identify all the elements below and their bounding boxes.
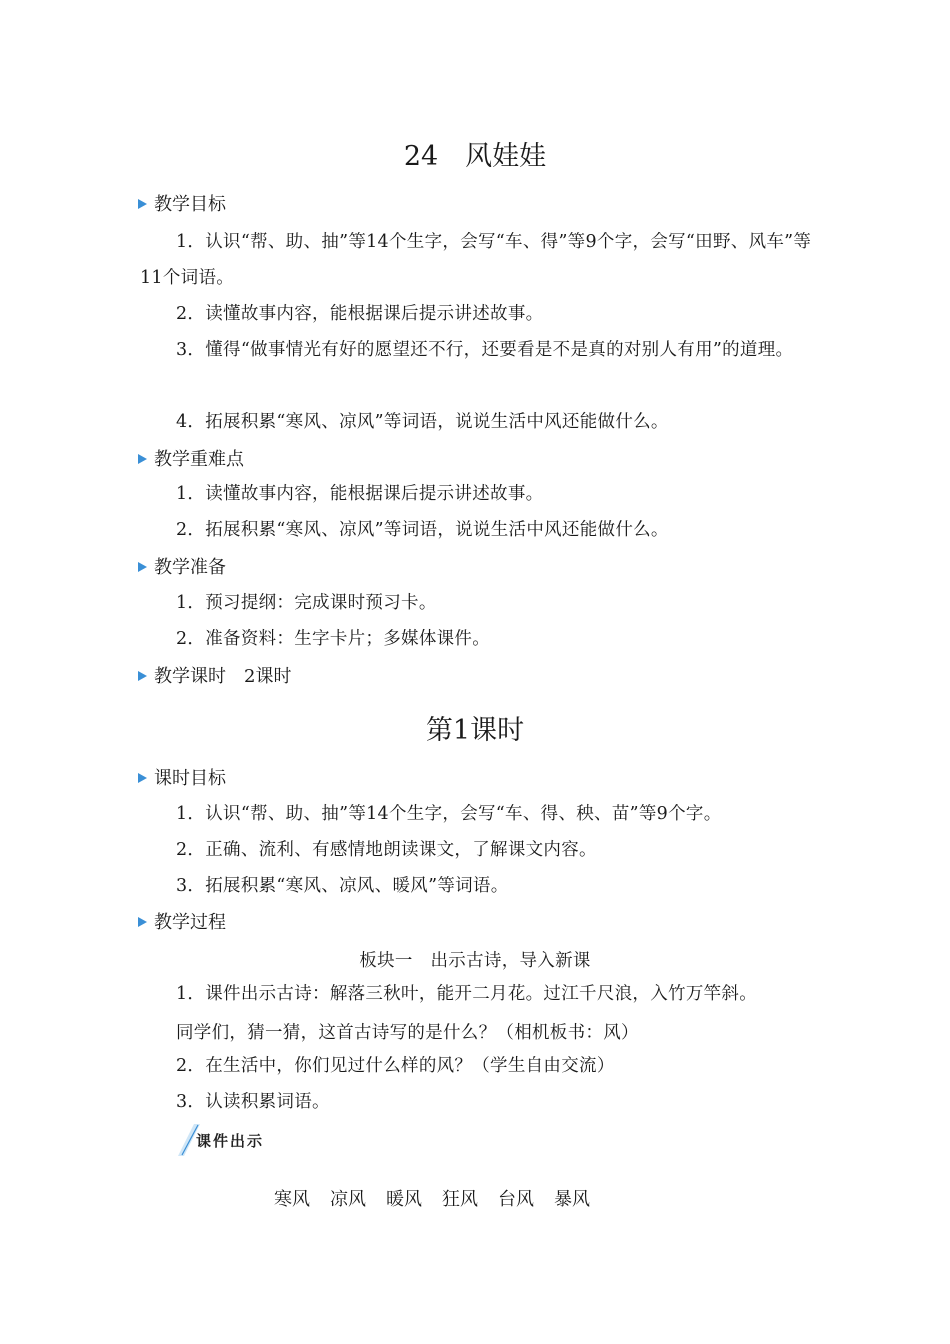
heading-label: 教学重难点 bbox=[154, 449, 244, 470]
prep-item-2: 2．准备资料：生字卡片；多媒体课件。 bbox=[176, 629, 491, 649]
lesson-goal-1: 1．认识“帮、助、抽”等14个生字，会写“车、得、秧、苗”等9个字。 bbox=[176, 804, 722, 824]
process-step-3: 3．认读积累词语。 bbox=[176, 1092, 330, 1112]
section-heading-hours bbox=[138, 662, 291, 688]
triangle-bullet-icon bbox=[138, 773, 147, 783]
section-heading-lesson-goals bbox=[138, 764, 226, 790]
section-heading-key-points bbox=[138, 445, 244, 471]
section-heading-goals bbox=[138, 190, 226, 216]
triangle-bullet-icon bbox=[138, 671, 147, 681]
heading-label: 教学过程 bbox=[154, 912, 226, 933]
word-list bbox=[274, 1185, 610, 1211]
word-item: 台风 bbox=[498, 1189, 534, 1210]
badge-label: 课件出示 bbox=[196, 1132, 265, 1150]
heading-label: 教学目标 bbox=[154, 194, 226, 215]
triangle-bullet-icon bbox=[138, 562, 147, 572]
page-title: 24 风娃娃 bbox=[403, 141, 547, 172]
process-step-1: 1．课件出示古诗：解落三秋叶，能开二月花。过江千尺浪，入竹万竿斜。 bbox=[176, 984, 758, 1004]
section-heading-prep bbox=[138, 553, 226, 579]
triangle-bullet-icon bbox=[138, 199, 147, 209]
key-point-2: 2．拓展积累“寒风、凉风”等词语，说说生活中风还能做什么。 bbox=[176, 520, 669, 540]
triangle-bullet-icon bbox=[138, 917, 147, 927]
process-step-1-question: 同学们，猜一猜，这首古诗写的是什么？（相机板书：风） bbox=[176, 1023, 639, 1043]
lesson-goal-3: 3．拓展积累“寒风、凉风、暖风”等词语。 bbox=[176, 876, 509, 896]
prep-item-1: 1．预习提纲：完成课时预习卡。 bbox=[176, 593, 437, 613]
triangle-bullet-icon bbox=[138, 454, 147, 464]
goal-item-1: 1．认识“帮、助、抽”等14个生字，会写“车、得”等9个字，会写“田野、风车”等11个词语。 bbox=[140, 232, 812, 288]
word-item: 暴风 bbox=[554, 1189, 590, 1210]
courseware-badge bbox=[176, 1122, 286, 1158]
key-point-1: 1．读懂故事内容，能根据课后提示讲述故事。 bbox=[176, 484, 544, 504]
lesson-title: 第1课时 bbox=[425, 715, 525, 746]
goal-item-4: 4．拓展积累“寒风、凉风”等词语，说说生活中风还能做什么。 bbox=[176, 412, 669, 432]
word-item: 狂风 bbox=[442, 1189, 478, 1210]
heading-label: 教学课时 2课时 bbox=[154, 666, 292, 687]
word-item: 凉风 bbox=[330, 1189, 366, 1210]
lesson-goal-2: 2．正确、流利、有感情地朗读课文，了解课文内容。 bbox=[176, 840, 597, 860]
word-item: 寒风 bbox=[274, 1189, 310, 1210]
goal-item-3: 3．懂得“做事情光有好的愿望还不行，还要看是不是真的对别人有用”的道理。 bbox=[176, 340, 794, 360]
heading-label: 教学准备 bbox=[154, 557, 226, 578]
block-title: 板块一 出示古诗，导入新课 bbox=[359, 951, 591, 971]
word-item: 暖风 bbox=[386, 1189, 422, 1210]
section-heading-process bbox=[138, 908, 226, 934]
process-step-2: 2．在生活中，你们见过什么样的风？（学生自由交流） bbox=[176, 1056, 615, 1076]
goal-item-2: 2．读懂故事内容，能根据课后提示讲述故事。 bbox=[176, 304, 544, 324]
heading-label: 课时目标 bbox=[154, 768, 226, 789]
